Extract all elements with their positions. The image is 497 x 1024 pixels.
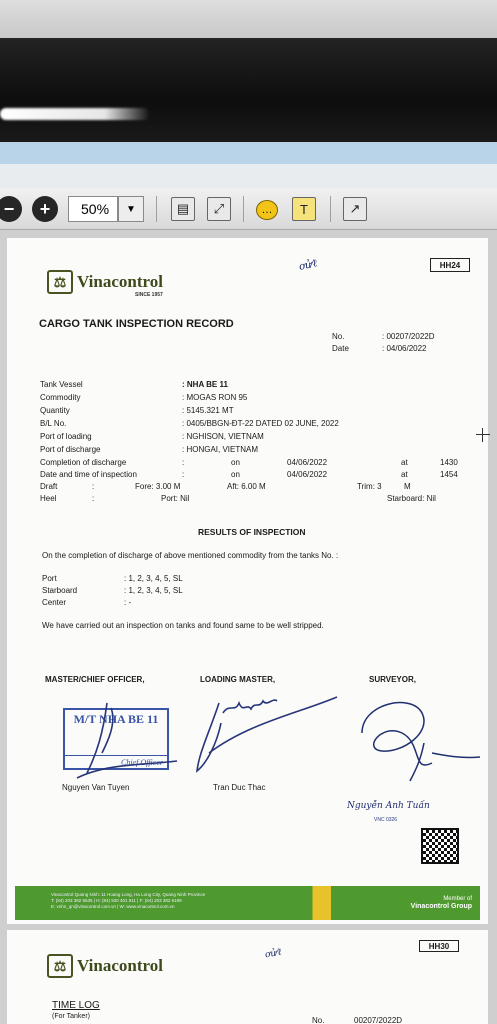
inspection-date: 04/06/2022: [287, 470, 328, 479]
crosshair-cursor-icon: [476, 428, 490, 442]
zoom-level-input[interactable]: 50%: [68, 196, 118, 222]
vinacontrol-logo: [47, 954, 163, 978]
loading-master-title: LOADING MASTER,: [200, 675, 276, 684]
heel-starboard: Starboard: Nil: [387, 494, 436, 503]
field-value: : NGHISON, VIETNAM: [182, 432, 264, 441]
field-label: Tank Vessel: [40, 380, 83, 389]
completion-colon: :: [182, 458, 185, 467]
no-value: 00207/2022D: [354, 1016, 403, 1024]
loading-master-name: Tran Duc Thac: [213, 783, 266, 792]
fit-width-button[interactable]: [207, 197, 231, 221]
draft-label: Draft: [40, 482, 58, 491]
surveyor-code: VNC 0326: [374, 817, 398, 823]
fit-width-icon: ⤢: [213, 201, 225, 216]
no-label: No.: [332, 332, 345, 341]
fit-page-icon: ▤: [176, 201, 190, 216]
footer-member: [411, 895, 472, 911]
inspection-label: Date and time of inspection: [40, 470, 137, 479]
zoom-out-button[interactable]: [0, 196, 22, 222]
completion-text: On the completion of discharge of above mentioned commodity from the tanks No. :: [42, 551, 339, 560]
completion-on: on: [231, 458, 240, 467]
fit-page-button[interactable]: [171, 197, 195, 221]
footer-web: E: vnhn_qn@vinacontrol.com.vn | W: www.vinacontrol.com.vn: [51, 904, 175, 909]
fullscreen-button[interactable]: [343, 197, 367, 221]
handwritten-initials: ơử⁄ℓ: [298, 258, 319, 273]
comment-icon: …: [261, 204, 273, 216]
field-label: Port of loading: [40, 432, 92, 441]
comment-button[interactable]: [256, 200, 278, 220]
tank-value: : -: [124, 598, 132, 607]
inspection-colon: :: [182, 470, 185, 479]
document-title: CARGO TANK INSPECTION RECORD: [39, 318, 234, 330]
field-value: : 0405/BBGN-ĐT-22 DATED 02 JUNE, 2022: [182, 419, 339, 428]
footer-company: Vinacontrol Quang Ninh: 11 Hoang Long, Ha Long City, Quang Ninh Province: [51, 892, 206, 897]
footer-member-of: Member of: [443, 896, 472, 902]
master-name: Nguyen Van Tuyen: [62, 783, 130, 792]
tank-label: Port: [42, 574, 57, 583]
inspection-on: on: [231, 470, 240, 479]
footer-address: [51, 892, 205, 910]
field-value: : NHA BE 11: [182, 380, 228, 389]
vinacontrol-logo-icon: ⚖: [47, 954, 73, 978]
footer-phone: T: (84) 203 382 5535 | H: (84) 930 401 811 | F: (84) 203 382 6189: [51, 898, 182, 903]
time-log-subtitle: (For Tanker): [52, 1013, 90, 1020]
document-page-2: [7, 930, 488, 1024]
zoom-dropdown-button[interactable]: [118, 196, 144, 222]
zoom-in-icon: +: [39, 198, 51, 219]
tank-value: : 1, 2, 3, 4, 5, SL: [124, 574, 183, 583]
menu-bar: [0, 164, 497, 188]
qr-code: [421, 828, 459, 864]
draft-trim: Trim: 3: [357, 482, 382, 491]
draft-trim-unit: M: [404, 482, 411, 491]
zoom-in-button[interactable]: [32, 196, 58, 222]
highlight-button[interactable]: [292, 197, 316, 221]
pdf-toolbar: [0, 188, 497, 230]
window-titlebar: [0, 142, 497, 164]
handwritten-initials: ơử⁄ℓ: [264, 947, 283, 961]
surveyor-name: Nguyễn Anh Tuấn: [347, 801, 430, 811]
completion-at: at: [401, 458, 408, 467]
logo-since: SINCE 1957: [135, 292, 163, 298]
heel-port: Port: Nil: [161, 494, 190, 503]
completion-label: Completion of discharge: [40, 458, 127, 467]
stamp-name: M/T NHA BE 11: [73, 712, 159, 726]
background-wall: [0, 0, 497, 40]
tank-value: : 1, 2, 3, 4, 5, SL: [124, 586, 183, 595]
date-value: : 04/06/2022: [382, 344, 427, 353]
field-value: : MOGAS RON 95: [182, 393, 248, 402]
field-value: : HONGAI, VIETNAM: [182, 445, 259, 454]
heel-colon: :: [92, 494, 95, 503]
logo-text: Vinacontrol: [77, 956, 163, 975]
field-label: Quantity: [40, 406, 70, 415]
field-label: Port of discharge: [40, 445, 101, 454]
inspection-time: 1454: [440, 470, 458, 479]
stamp-role: Chief Officer: [121, 758, 163, 767]
results-title: RESULTS OF INSPECTION: [198, 527, 306, 537]
fullscreen-icon: ↗: [349, 201, 361, 216]
dropdown-arrow-icon: ▼: [126, 203, 136, 215]
toolbar-divider: [156, 196, 157, 222]
document-code: HH24: [430, 258, 470, 272]
draft-colon: :: [92, 482, 95, 491]
draft-aft: Aft: 6.00 M: [227, 482, 266, 491]
field-label: B/L No.: [40, 419, 67, 428]
footer-group: Vinacontrol Group: [410, 903, 472, 910]
inspection-at: at: [401, 470, 408, 479]
toolbar-divider: [243, 196, 244, 222]
monitor-bezel: [0, 38, 497, 142]
zoom-out-icon: −: [3, 198, 15, 219]
tank-label: Starboard: [42, 586, 78, 595]
master-signature: [67, 693, 187, 783]
date-label: Date: [332, 344, 349, 353]
highlight-icon: T: [300, 201, 308, 217]
document-footer: [15, 886, 480, 920]
surveyor-title: SURVEYOR,: [369, 675, 416, 684]
screen-glare: [0, 108, 150, 120]
master-title: MASTER/CHIEF OFFICER,: [45, 675, 145, 684]
toolbar-divider: [330, 196, 331, 222]
draft-fore: Fore: 3.00 M: [135, 482, 181, 491]
vinacontrol-logo-icon: ⚖: [47, 270, 73, 294]
no-value: : 00207/2022D: [382, 332, 435, 341]
time-log-title: TIME LOG: [52, 1000, 100, 1011]
no-label: No.: [312, 1016, 325, 1024]
statement: We have carried out an inspection on tanks and found same to be well stripped.: [42, 621, 324, 630]
field-label: Commodity: [40, 393, 81, 402]
tank-label: Center: [42, 598, 67, 607]
logo-text: Vinacontrol: [77, 272, 163, 291]
completion-time: 1430: [440, 458, 458, 467]
loading-master-signature: [189, 683, 339, 783]
vinacontrol-logo: [47, 270, 163, 294]
completion-date: 04/06/2022: [287, 458, 328, 467]
document-code: HH30: [419, 940, 459, 952]
field-value: : 5145.321 MT: [182, 406, 234, 415]
document-page-1: [7, 238, 488, 924]
heel-label: Heel: [40, 494, 57, 503]
surveyor-signature: [342, 693, 482, 793]
